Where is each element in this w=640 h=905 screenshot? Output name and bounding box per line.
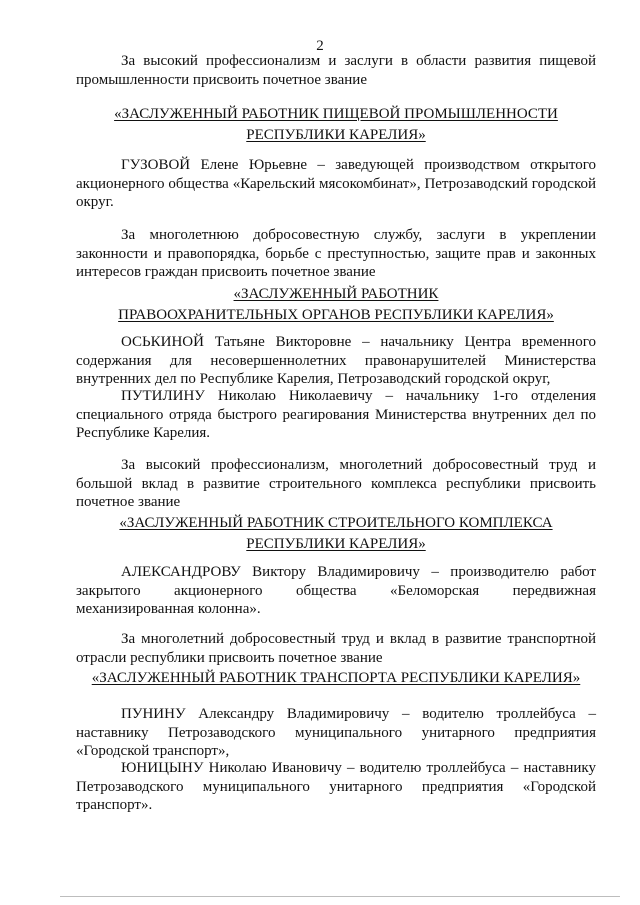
section-1-title xyxy=(76,104,596,146)
section-2-title-line-1: «ЗАСЛУЖЕННЫЙ РАБОТНИК xyxy=(233,286,439,302)
section-2-awardee-1: ОСЬКИНОЙ Татьяне Викторовне – начальнику Центра временного содержания для несовершеннолетних правонарушителей Министерства внутренних дел по Республике Карелия, Петрозаводский городской округ, xyxy=(76,334,596,388)
section-1-title-line-2: РЕСПУБЛИКИ КАРЕЛИЯ» xyxy=(246,127,426,143)
section-4-intro: За многолетний добросовестный труд и вклад в развитие транспортной отрасли республики присвоить почетное звание xyxy=(76,631,596,666)
section-2-intro: За многолетнюю добросовестную службу, заслуги в укреплении законности и правопорядка, борьбе с преступностью, защите прав и законных интересов граждан присвоить почетное звание xyxy=(76,227,596,281)
section-2-awardee-2: ПУТИЛИНУ Николаю Николаевичу – начальнику 1-го отделения специального отряда быстрого реагирования Министерства внутренних дел по Республике Карелия. xyxy=(76,388,596,442)
page-number: 2 xyxy=(316,38,324,54)
section-3-title-line-2: РЕСПУБЛИКИ КАРЕЛИЯ» xyxy=(246,536,426,552)
section-3-title xyxy=(76,513,596,555)
section-3-awardee-1: АЛЕКСАНДРОВУ Виктору Владимировичу – производителю работ закрытого акционерного общества «Беломорская передвижная механизированная колонна». xyxy=(76,564,596,618)
section-4-title-line-1: «ЗАСЛУЖЕННЫЙ РАБОТНИК ТРАНСПОРТА РЕСПУБЛИКИ КАРЕЛИЯ» xyxy=(91,670,581,686)
section-1-intro: За высокий профессионализм и заслуги в области развития пищевой промышленности присвоить почетное звание xyxy=(76,53,596,88)
section-4-awardee-2: ЮНИЦЫНУ Николаю Ивановичу – водителю троллейбуса – наставнику Петрозаводского муниципального унитарного предприятия «Городской транспорт». xyxy=(76,760,596,814)
section-4-awardee-1: ПУНИНУ Александру Владимировичу – водителю троллейбуса – наставнику Петрозаводского муниципального унитарного предприятия «Городской транспорт», xyxy=(76,706,596,760)
section-3-title-line-1: «ЗАСЛУЖЕННЫЙ РАБОТНИК СТРОИТЕЛЬНОГО КОМПЛЕКСА xyxy=(119,515,553,531)
section-4-title xyxy=(76,668,596,689)
section-1-title-line-1: «ЗАСЛУЖЕННЫЙ РАБОТНИК ПИЩЕВОЙ ПРОМЫШЛЕННОСТИ xyxy=(114,106,558,122)
section-2-title-line-2: ПРАВООХРАНИТЕЛЬНЫХ ОРГАНОВ РЕСПУБЛИКИ КАРЕЛИЯ» xyxy=(118,307,554,323)
section-2-title xyxy=(76,284,596,326)
section-3-intro: За высокий профессионализм, многолетний добросовестный труд и большой вклад в развитие строительного комплекса республики присвоить почетное звание xyxy=(76,457,596,511)
section-1-awardee-1: ГУЗОВОЙ Елене Юрьевне – заведующей производством открытого акционерного общества «Карельский мясокомбинат», Петрозаводский городской округ. xyxy=(76,157,596,211)
page-bottom-edge xyxy=(60,896,620,897)
